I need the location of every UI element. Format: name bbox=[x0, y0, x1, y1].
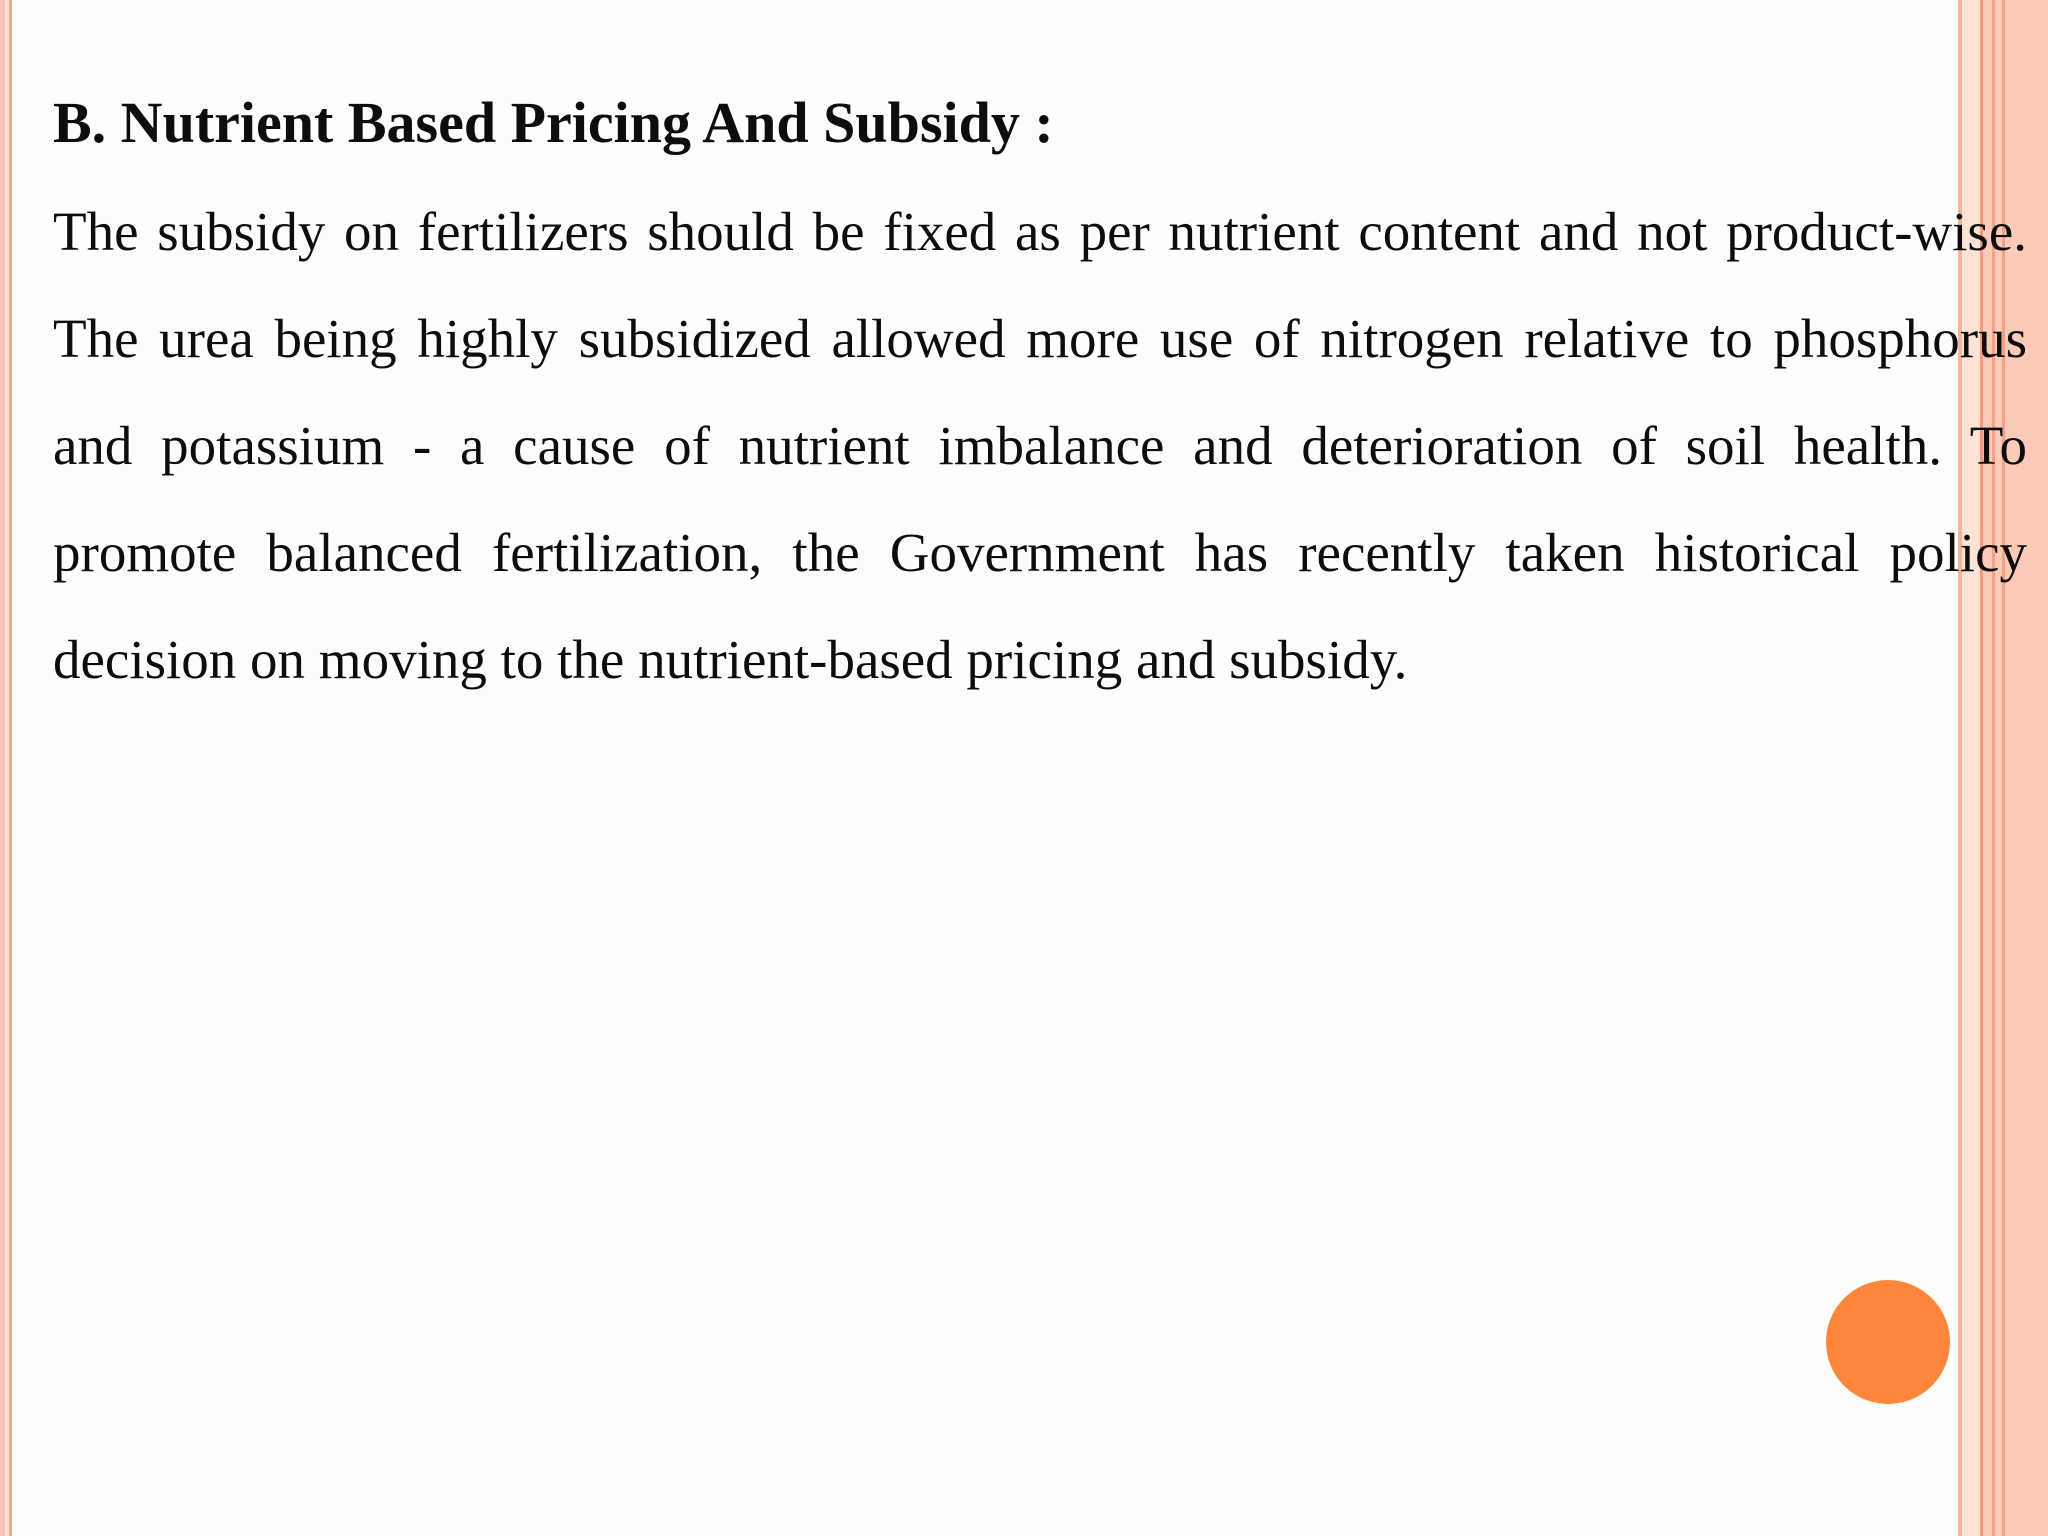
slide-content bbox=[53, 82, 2027, 713]
slide-heading: B. Nutrient Based Pricing And Subsidy : bbox=[53, 90, 1054, 155]
slide-body-text: The subsidy on fertilizers should be fixed as per nutrient content and not product-wise. The urea being highly subsidized allowed more use of nitrogen relative to phosphorus and potassium - a cause of nutrient imbalance and deterioration of soil health. To promote balanced fertilization, the Government has recently taken historical policy decision on moving to the nutrient-based pricing and subsidy. bbox=[53, 201, 2027, 690]
orange-circle-decoration bbox=[1826, 1280, 1950, 1404]
left-border-line bbox=[9, 0, 12, 1536]
